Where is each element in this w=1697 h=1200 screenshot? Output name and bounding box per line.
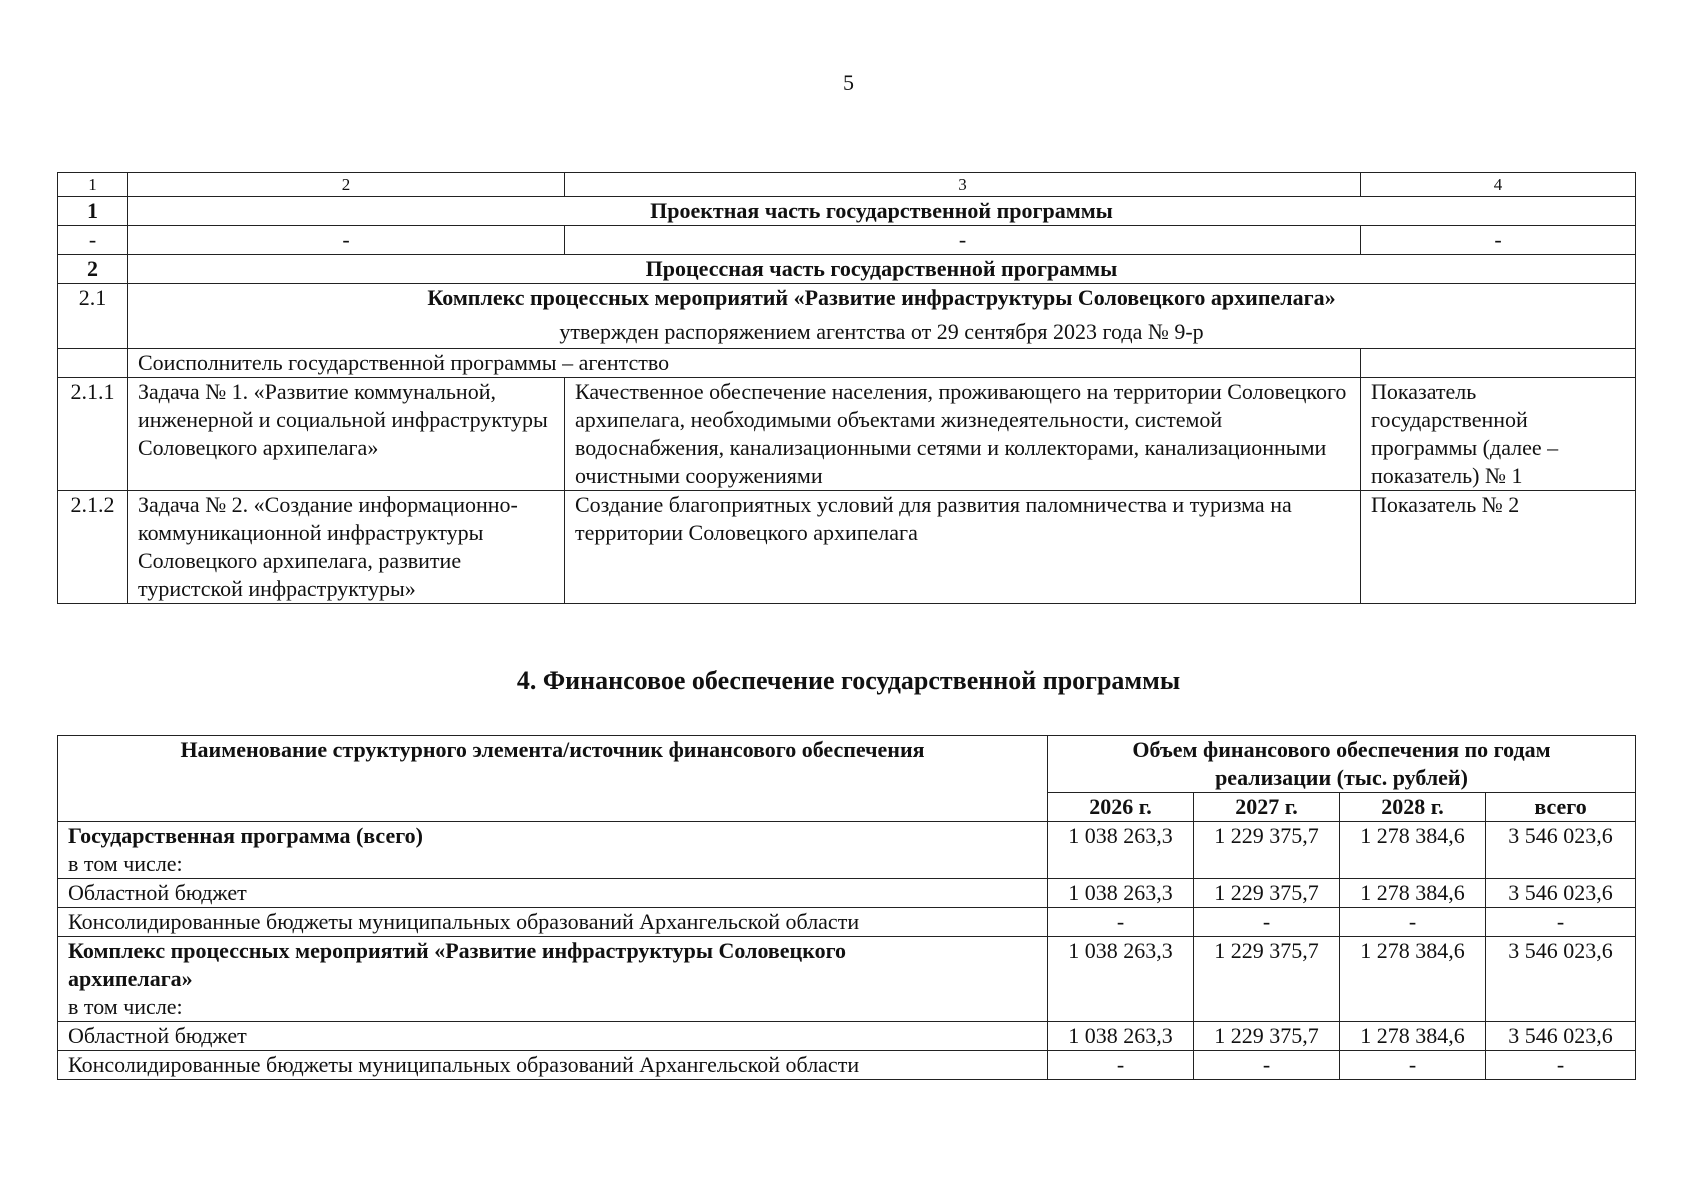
task-name: Задача № 2. «Создание информационно-коммуникационной инфраструктуры Соловецкого архипелага, развитие туристской инфраструктуры» — [128, 491, 565, 604]
dash-cell: - — [1361, 226, 1636, 255]
finance-name — [58, 822, 1048, 879]
finance-table — [57, 735, 1636, 1080]
finance-name-title: Государственная программа (всего) — [68, 823, 423, 848]
column-number: 2 — [128, 173, 565, 197]
section-number: 1 — [58, 197, 128, 226]
page-number: 5 — [843, 70, 854, 95]
finance-name: Консолидированные бюджеты муниципальных образований Архангельской области — [58, 1051, 1048, 1080]
finance-value: 1 038 263,3 — [1048, 822, 1194, 879]
column-number: 4 — [1361, 173, 1636, 197]
finance-name: Областной бюджет — [58, 1022, 1048, 1051]
finance-head-row — [58, 736, 1636, 793]
finance-value: 1 229 375,7 — [1194, 1022, 1340, 1051]
section-row — [58, 255, 1636, 284]
year-header: 2026 г. — [1048, 793, 1194, 822]
finance-value: 1 278 384,6 — [1340, 879, 1486, 908]
finance-value: 3 546 023,6 — [1486, 937, 1636, 1022]
year-header: всего — [1486, 793, 1636, 822]
task-row — [58, 378, 1636, 491]
section-row — [58, 197, 1636, 226]
finance-value: 1 229 375,7 — [1194, 822, 1340, 879]
section-heading: 4. Финансовое обеспечение государственной программы — [516, 666, 1181, 695]
task-indicator: Показатель государственной программы (далее – показатель) № 1 — [1361, 378, 1636, 491]
section-title: Процессная часть государственной программы — [128, 255, 1636, 284]
finance-value: 1 229 375,7 — [1194, 879, 1340, 908]
finance-value: 1 278 384,6 — [1340, 937, 1486, 1022]
complex-cell — [128, 284, 1636, 349]
finance-value: - — [1194, 908, 1340, 937]
dash-cell: - — [128, 226, 565, 255]
finance-name-title: Комплекс процессных мероприятий «Развитие инфраструктуры Соловецкого архипелага» — [68, 938, 847, 991]
task-number: 2.1.1 — [58, 378, 128, 491]
coexecutor-row — [58, 349, 1636, 378]
section-number: 2.1 — [58, 284, 128, 349]
head-name: Наименование структурного элемента/источник финансового обеспечения — [58, 736, 1048, 822]
task-result: Качественное обеспечение населения, проживающего на территории Соловецкого архипелага, необходимыми объектами жизнедеятельности, системой водоснабжения, канализационными сетями и коллекторами, канализационными очистными сооружениями — [565, 378, 1361, 491]
finance-value: - — [1486, 1051, 1636, 1080]
task-row — [58, 491, 1636, 604]
finance-name — [58, 937, 1048, 1022]
column-number-row — [58, 173, 1636, 197]
section-number: 2 — [58, 255, 128, 284]
finance-row — [58, 937, 1636, 1022]
finance-value: 3 546 023,6 — [1486, 822, 1636, 879]
section-title: Проектная часть государственной программы — [128, 197, 1636, 226]
finance-row — [58, 879, 1636, 908]
finance-row — [58, 1051, 1636, 1080]
finance-value: - — [1194, 1051, 1340, 1080]
finance-value: 3 546 023,6 — [1486, 1022, 1636, 1051]
finance-value: 1 038 263,3 — [1048, 1022, 1194, 1051]
structure-table — [57, 172, 1636, 604]
empty-cell — [58, 349, 128, 378]
finance-value: - — [1340, 908, 1486, 937]
complex-title: Комплекс процессных мероприятий «Развитие инфраструктуры Соловецкого архипелага» — [427, 285, 1336, 310]
finance-value: 1 229 375,7 — [1194, 937, 1340, 1022]
finance-value: 1 278 384,6 — [1340, 1022, 1486, 1051]
dash-cell: - — [565, 226, 1361, 255]
finance-value: 1 038 263,3 — [1048, 937, 1194, 1022]
finance-name: Консолидированные бюджеты муниципальных образований Архангельской области — [58, 908, 1048, 937]
finance-row — [58, 1022, 1636, 1051]
complex-row — [58, 284, 1636, 349]
finance-value: 1 038 263,3 — [1048, 879, 1194, 908]
dash-cell: - — [58, 226, 128, 255]
finance-value: - — [1340, 1051, 1486, 1080]
empty-cell — [1361, 349, 1636, 378]
year-header: 2027 г. — [1194, 793, 1340, 822]
finance-name-sub: в том числе: — [68, 851, 183, 876]
task-number: 2.1.2 — [58, 491, 128, 604]
column-number: 3 — [565, 173, 1361, 197]
task-result: Создание благоприятных условий для развития паломничества и туризма на территории Соловецкого архипелага — [565, 491, 1361, 604]
finance-value: 1 278 384,6 — [1340, 822, 1486, 879]
finance-value: 3 546 023,6 — [1486, 879, 1636, 908]
column-number: 1 — [58, 173, 128, 197]
complex-subtitle: утвержден распоряжением агентства от 29 сентября 2023 года № 9-р — [559, 319, 1204, 344]
finance-name: Областной бюджет — [58, 879, 1048, 908]
finance-value: - — [1048, 1051, 1194, 1080]
year-header: 2028 г. — [1340, 793, 1486, 822]
dash-row — [58, 226, 1636, 255]
head-volume: Объем финансового обеспечения по годам реализации (тыс. рублей) — [1048, 736, 1636, 793]
finance-value: - — [1486, 908, 1636, 937]
finance-value: - — [1048, 908, 1194, 937]
finance-row — [58, 822, 1636, 879]
finance-row — [58, 908, 1636, 937]
coexecutor-text: Соисполнитель государственной программы – агентство — [128, 349, 1361, 378]
task-name: Задача № 1. «Развитие коммунальной, инженерной и социальной инфраструктуры Соловецкого архипелага» — [128, 378, 565, 491]
finance-name-sub: в том числе: — [68, 994, 183, 1019]
task-indicator: Показатель № 2 — [1361, 491, 1636, 604]
